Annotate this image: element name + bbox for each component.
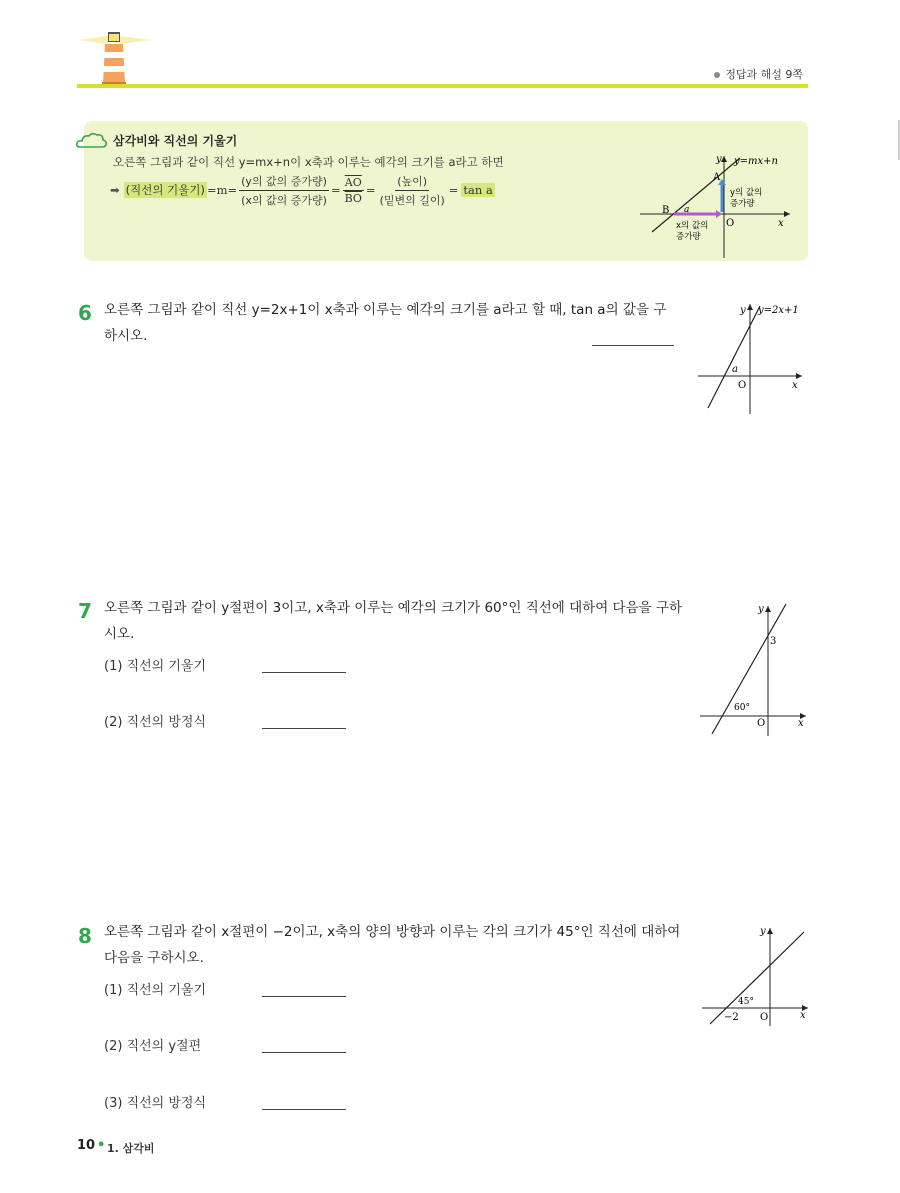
q6-y-axis-label: y bbox=[740, 305, 746, 316]
q7-intercept-label: 3 bbox=[770, 636, 777, 647]
q8-angle-label: 45° bbox=[738, 997, 754, 1007]
arrow-icon: ➡ bbox=[110, 183, 120, 197]
q6-angle-label: a bbox=[732, 364, 738, 375]
answer-reference: 정답과 해설 9쪽 bbox=[714, 66, 803, 82]
concept-line-label: y=mx+n bbox=[734, 156, 778, 167]
y-increase-label-2: 증가량 bbox=[730, 199, 755, 209]
answer-blank[interactable] bbox=[262, 728, 346, 729]
concept-y-axis-label: y bbox=[716, 154, 722, 165]
tan-result: tan a bbox=[463, 183, 493, 197]
q7-y-axis-label: y bbox=[758, 604, 764, 615]
eq-m: =m= bbox=[206, 183, 238, 197]
q7-origin-label: O bbox=[757, 718, 766, 729]
sub-question: (3) 직선의 방정식 bbox=[104, 1096, 207, 1111]
concept-diagram bbox=[640, 150, 800, 258]
q8-x-axis-label: x bbox=[800, 1010, 806, 1021]
question-6-figure bbox=[694, 296, 810, 414]
concept-title: 삼각비와 직선의 기울기 bbox=[113, 134, 238, 148]
q7-angle-label: 60° bbox=[734, 703, 750, 713]
chapter-title: 1. 삼각비 bbox=[107, 1142, 155, 1155]
q8-y-axis-label: y bbox=[760, 926, 766, 937]
sub-question: (2) 직선의 y절편 bbox=[104, 1039, 202, 1054]
header-rule bbox=[77, 84, 808, 88]
q6-x-axis-label: x bbox=[792, 380, 798, 391]
question-text: 오른쪽 그림과 같이 x절편이 −2이고, x축의 양의 방향과 이루는 각의 크기가 45°인 직선에 대하여 다음을 구하시오. bbox=[104, 924, 681, 966]
concept-formula: ➡ (직선의 기울기) =m= $\frac{\text{(y의 값의 증가량)}}{\text{(x의 값의 증가량)}}$ = $\frac{\overline{AO}}{BO}$ = $\frac{\text{(높이)}}{\text{(밑변의 길이)}}$ = tan a bbox=[110, 174, 493, 207]
fraction-increase: $\frac{\text{(y의 값의 증가량)}}{\text{(x의 값의 증가량)}}$ bbox=[241, 174, 327, 207]
answer-blank[interactable] bbox=[592, 345, 674, 346]
question-8-figure bbox=[700, 922, 812, 1026]
slope-label: (직선의 기울기) bbox=[125, 183, 205, 197]
question-number: 6 bbox=[78, 301, 92, 325]
lighthouse-icon bbox=[78, 30, 150, 86]
point-a-label: A bbox=[713, 172, 721, 183]
q6-origin-label: O bbox=[738, 380, 747, 391]
concept-angle-label: a bbox=[684, 205, 690, 215]
fraction-height-base: $\frac{\text{(높이)}}{\text{(밑변의 길이)}}$ bbox=[379, 174, 445, 207]
sub-question: (1) 직선의 기울기 bbox=[104, 983, 207, 998]
sub-question: (2) 직선의 방정식 bbox=[104, 715, 207, 730]
question-7-figure bbox=[698, 598, 810, 738]
sub-question: (1) 직선의 기울기 bbox=[104, 659, 207, 674]
point-b-label: B bbox=[662, 205, 670, 216]
question-number: 8 bbox=[78, 924, 92, 948]
q7-x-axis-label: x bbox=[798, 718, 804, 729]
question-number: 7 bbox=[78, 599, 92, 623]
question-text: 오른쪽 그림과 같이 직선 y=2x+1이 x축과 이루는 예각의 크기를 a라고 할 때, tan a의 값을 구 하시오. bbox=[104, 302, 667, 344]
concept-description: 오른쪽 그림과 같이 직선 y=mx+n이 x축과 이루는 예각의 크기를 a라고 하면 bbox=[113, 155, 504, 169]
cloud-icon bbox=[76, 131, 108, 151]
x-increase-label-1: x의 값의 bbox=[676, 221, 709, 231]
bullet-icon bbox=[714, 72, 720, 78]
answer-blank[interactable] bbox=[262, 672, 346, 673]
answer-blank[interactable] bbox=[262, 1109, 346, 1110]
question-text: 오른쪽 그림과 같이 y절편이 3이고, x축과 이루는 예각의 크기가 60°인 직선에 대하여 다음을 구하 시오. bbox=[104, 600, 683, 642]
page-number: 10 bbox=[77, 1138, 96, 1153]
answer-blank[interactable] bbox=[262, 1052, 346, 1053]
fraction-ao-bo: $\frac{\overline{AO}}{BO}$ bbox=[344, 175, 362, 205]
answer-blank[interactable] bbox=[262, 996, 346, 997]
q6-line-label: y=2x+1 bbox=[758, 305, 799, 316]
q8-origin-label: O bbox=[760, 1012, 769, 1023]
y-increase-label-1: y의 값의 bbox=[730, 188, 763, 198]
q8-intercept-label: −2 bbox=[724, 1012, 739, 1023]
concept-x-axis-label: x bbox=[778, 218, 784, 229]
concept-origin-label: O bbox=[726, 218, 735, 229]
x-increase-label-2: 증가량 bbox=[676, 232, 701, 242]
footer-bullet: • bbox=[97, 1138, 106, 1153]
